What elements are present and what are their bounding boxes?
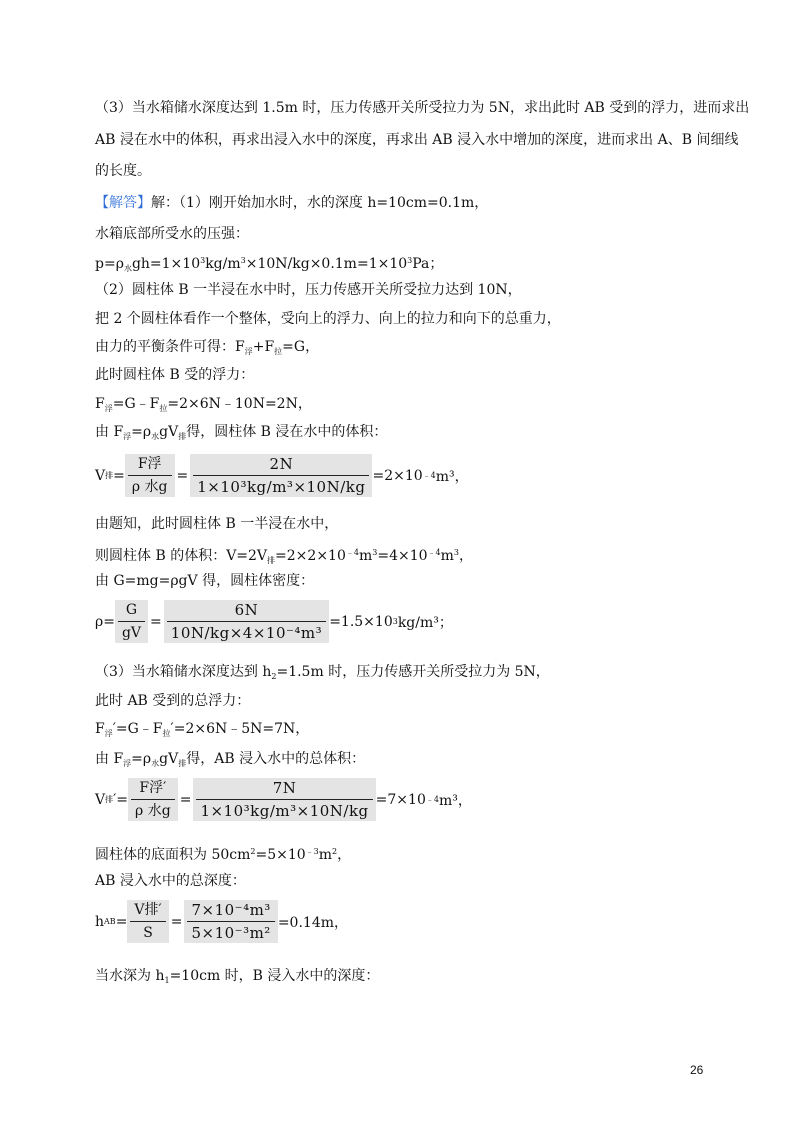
- formula-line: 则圆柱体 B 的体积：$V=2V_排=2\times 2\times 10^{﹣4}m^3=4\times 10^{﹣4}m^3$，: [95, 548, 473, 565]
- formula-line: 由 $F_浮=\rho_水gV_排$得，AB 浸入水中的总体积：: [95, 751, 366, 768]
- text-line: 此时 AB 受到的总浮力：: [95, 693, 251, 709]
- fraction: $\frac{\text{F浮}}{\text{ρ 水g}}$: [125, 454, 175, 497]
- text-line: 【解答】解：（1）刚开始加水时，水的深度 h=10cm=0.1m，: [95, 195, 489, 211]
- fraction: $\frac{G}{gV}$: [115, 600, 148, 643]
- formula-line: （3）当水箱储水深度达到 $h_2=1.5m$ 时，压力传感开关所受拉力为 5N，: [95, 664, 550, 681]
- formula-block-3: V 排 ′= $\frac{\text{F浮′}}{\text{ρ 水g}}$ = $\frac{7N}{\text{1×10³kg/m³×10N/kg}}$ =7×10 ﹣4 m³，: [95, 779, 472, 820]
- formula-line: 当水深为 $h_1=10cm$ 时，B 浸入水中的深度：: [95, 968, 380, 985]
- formula-line: $F_浮'=G﹣F_拉'=2\times 6N﹣5N=7N$，: [95, 721, 310, 738]
- text-line: AB 浸入水中的总深度：: [95, 873, 246, 889]
- fraction: $\frac{7N}{\text{1×10³kg/m³×10N/kg}}$: [193, 778, 375, 821]
- text-line: 水箱底部所受水的压强：: [95, 226, 249, 242]
- answer-tag: 【解答】: [95, 195, 151, 211]
- formula-block-2: ρ= $\frac{G}{gV}$ = $\frac{6N}{\text{10N/kg×4×10⁻⁴m³}}$ =1.5×10 3 kg/m³；: [95, 601, 453, 642]
- formula-line: 圆柱体的底面积为 $50cm^2=5\times 10^{﹣3}m^2$，: [95, 847, 352, 863]
- fraction: $\frac{\text{V排′}}{S}$: [127, 900, 168, 943]
- fraction: $\frac{2N}{\text{1×10³kg/m³×10N/kg}}$: [190, 454, 372, 497]
- text-line: 的长度。: [95, 163, 151, 179]
- text-line: （2）圆柱体 B 一半浸在水中时，压力传感开关所受拉力达到 10N，: [95, 282, 522, 298]
- formula-block-1: V 排 = $\frac{\text{F浮}}{\text{ρ 水g}}$ = $\frac{2N}{\text{1×10³kg/m³×10N/kg}}$ =2×10 ﹣4 m³，: [95, 455, 469, 496]
- text-line: 把 2 个圆柱体看作一个整体，受向上的浮力、向上的拉力和向下的总重力，: [95, 311, 561, 327]
- formula-line: $p=\rho_水gh=1\times 10^3kg/m^3\times 10N/kg\times 0.1m=1\times 10^3Pa$；: [95, 256, 444, 273]
- text-line: 此时圆柱体 B 受的浮力：: [95, 367, 255, 383]
- formula-line: $F_浮=G﹣F_拉=2\times 6N﹣10N=2N$，: [95, 396, 312, 413]
- fraction: $\frac{\text{F浮′}}{\text{ρ 水g}}$: [128, 778, 178, 821]
- text-line: （3）当水箱储水深度达到 1.5m 时，压力传感开关所受拉力为 5N，求出此时 AB 受到的浮力，进而求出: [95, 100, 750, 116]
- text-line: 由题知，此时圆柱体 B 一半浸在水中，: [95, 516, 339, 532]
- formula-block-4: h AB = $\frac{\text{V排′}}{S}$ = $\frac{\text{7×10⁻⁴m³}}{\text{5×10⁻³m²}}$ =0.14m，: [95, 901, 349, 942]
- text-line: 由 $F_浮=\rho_水gV_排$得，圆柱体 B 浸在水中的体积：: [95, 424, 388, 441]
- fraction: $\frac{6N}{\text{10N/kg×4×10⁻⁴m³}}$: [164, 600, 329, 643]
- page-number: 26: [690, 1063, 704, 1077]
- text-line: 由力的平衡条件可得：$F_浮+F_拉=G$，: [95, 339, 320, 356]
- fraction: $\frac{\text{7×10⁻⁴m³}}{\text{5×10⁻³m²}}$: [184, 900, 277, 943]
- text-line: AB 浸在水中的体积，再求出浸入水中的深度，再求出 AB 浸入水中增加的深度，进而求出 A、B 间细线: [95, 132, 739, 148]
- text-line: 由 G=mg=ρgV 得，圆柱体密度：: [95, 573, 315, 589]
